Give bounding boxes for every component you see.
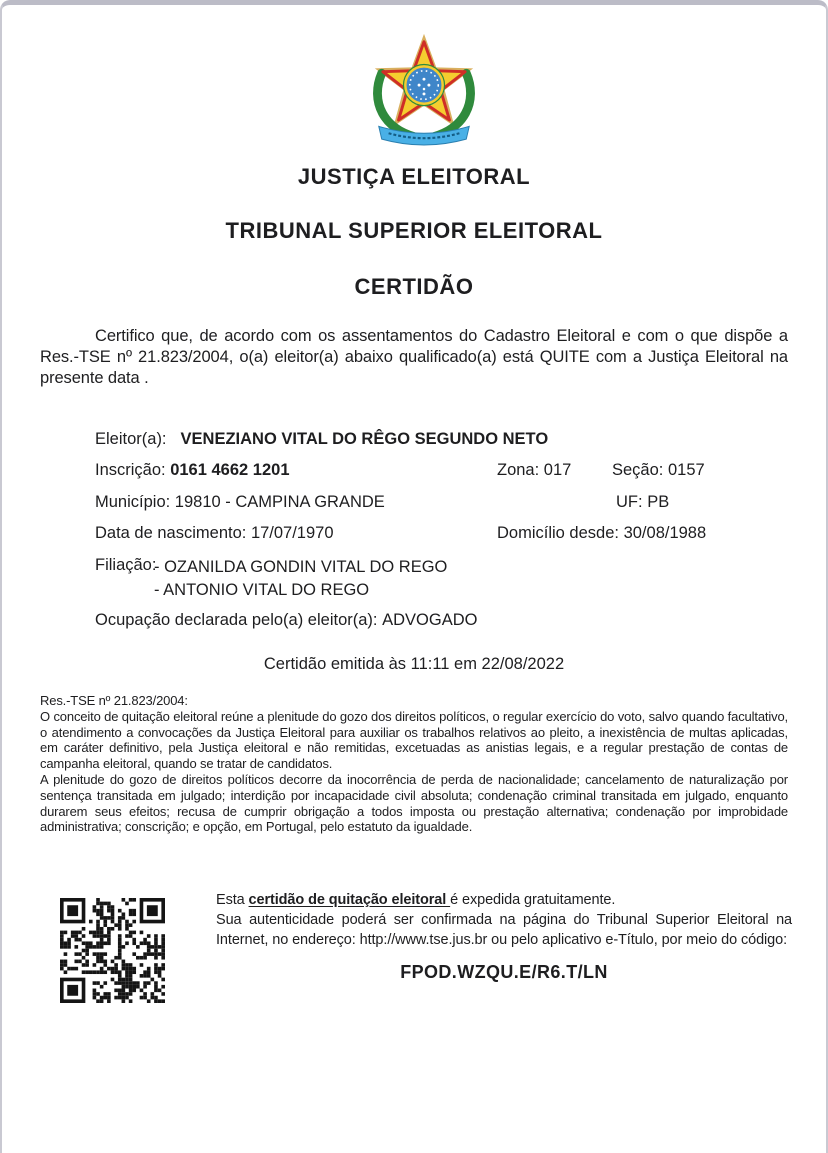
- inscricao-label: Inscrição:: [95, 461, 166, 479]
- emission-line: Certidão emitida às 11:11 em 22/08/2022: [263, 655, 565, 673]
- domicilio-label: Domicílio desde:: [497, 524, 619, 542]
- secao-label: Seção:: [612, 461, 664, 479]
- qr-code: [60, 898, 165, 1003]
- legal-text-block: [40, 693, 788, 835]
- filiacao-mother: - OZANILDA GONDIN VITAL DO REGO: [154, 558, 448, 576]
- eleitor-row: [95, 430, 788, 449]
- inscricao-value: 0161 4662 1201: [170, 461, 290, 479]
- eleitor-label: Eleitor(a):: [95, 430, 167, 448]
- secao-value: 0157: [667, 461, 705, 479]
- ocupacao-label: Ocupação declarada pelo(a) eleitor(a):: [95, 611, 378, 629]
- footer-authenticity-text: Sua autenticidade poderá ser confirmada na página do Tribunal Superior Eleitoral na Internet, no endereço: http://www.tse.jus.br ou pelo aplicativo e-Título, por meio do código:: [216, 912, 792, 948]
- ocupacao-row: [95, 611, 788, 630]
- zona-label: Zona:: [497, 461, 540, 479]
- inscricao-row: [95, 461, 788, 480]
- footer-line1-bold: certidão de quitação eleitoral: [248, 892, 451, 908]
- domicilio-field: [497, 524, 706, 543]
- nascimento-row: [95, 524, 788, 543]
- certification-paragraph: Certifico que, de acordo com os assentamentos do Cadastro Eleitoral e com o que dispõe a Res.-TSE nº 21.823/2004, o(a) eleitor(a) abaixo qualificado(a) está QUITE com a Justiça Eleitoral na presente data .: [40, 327, 788, 387]
- municipio-row: [95, 493, 788, 512]
- filiacao-values: [154, 556, 447, 601]
- ocupacao-value: ADVOGADO: [382, 611, 478, 629]
- legal-reference: Res.-TSE nº 21.823/2004:: [40, 693, 188, 708]
- legal-paragraph-2: A plenitude do gozo de direitos políticos decorre da inocorrência de perda de nacionalidade; cancelamento de naturalização por sentença transitada em julgado; interdição por incapacidade civil absoluta; condenação criminal transitada em julgado, enquanto durarem seus efeitos; recusa de cumprir obrigação a todos imposta ou prestação alternativa; condenação por improbidade administrativa; conscrição; e opção, em Portugal, pelo estatuto da igualdade.: [40, 771, 788, 835]
- filiacao-label: Filiação:: [95, 556, 157, 574]
- footer-line1-suffix: é expedida gratuitamente.: [450, 892, 616, 908]
- nascimento-label: Data de nascimento:: [95, 524, 247, 542]
- domicilio-value: 30/08/1988: [623, 524, 707, 542]
- uf-value: PB: [647, 493, 670, 511]
- certidao-title: CERTIDÃO: [354, 274, 474, 299]
- justica-eleitoral-heading: JUSTIÇA ELEITORAL: [297, 164, 531, 189]
- municipio-label: Município:: [95, 493, 171, 511]
- uf-field: [616, 493, 669, 512]
- auth-code: FPOD.WZQU.E/R6.T/LN: [400, 962, 608, 982]
- filiacao-father: - ANTONIO VITAL DO REGO: [154, 580, 370, 599]
- tribunal-superior-heading: TRIBUNAL SUPERIOR ELEITORAL: [225, 218, 603, 243]
- nascimento-value: 17/07/1970: [250, 524, 334, 542]
- footer-line1-prefix: Esta: [216, 892, 249, 908]
- uf-label: UF:: [616, 493, 643, 511]
- eleitor-name: VENEZIANO VITAL DO RÊGO SEGUNDO NETO: [180, 430, 549, 448]
- brazil-coat-of-arms-logo: [365, 31, 483, 147]
- secao-field: [612, 461, 705, 480]
- zona-field: [497, 461, 571, 480]
- filiacao-row: [95, 556, 788, 601]
- footer-note: [216, 890, 792, 950]
- legal-paragraph-1: O conceito de quitação eleitoral reúne a plenitude do gozo dos direitos políticos, o regular exercício do voto, salvo quando facultativo, o atendimento a convocações da Justiça Eleitoral para auxiliar os trabalhos relativos ao pleito, a inexistência de multas aplicadas, em caráter definitivo, pela Justiça eleitoral e não remitidas, excetuadas as anistias legais, e a regular prestação de contas de campanha eleitoral, quando se tratar de candidatos.: [40, 708, 788, 772]
- zona-value: 017: [543, 461, 572, 479]
- municipio-value: 19810 - CAMPINA GRANDE: [174, 493, 385, 511]
